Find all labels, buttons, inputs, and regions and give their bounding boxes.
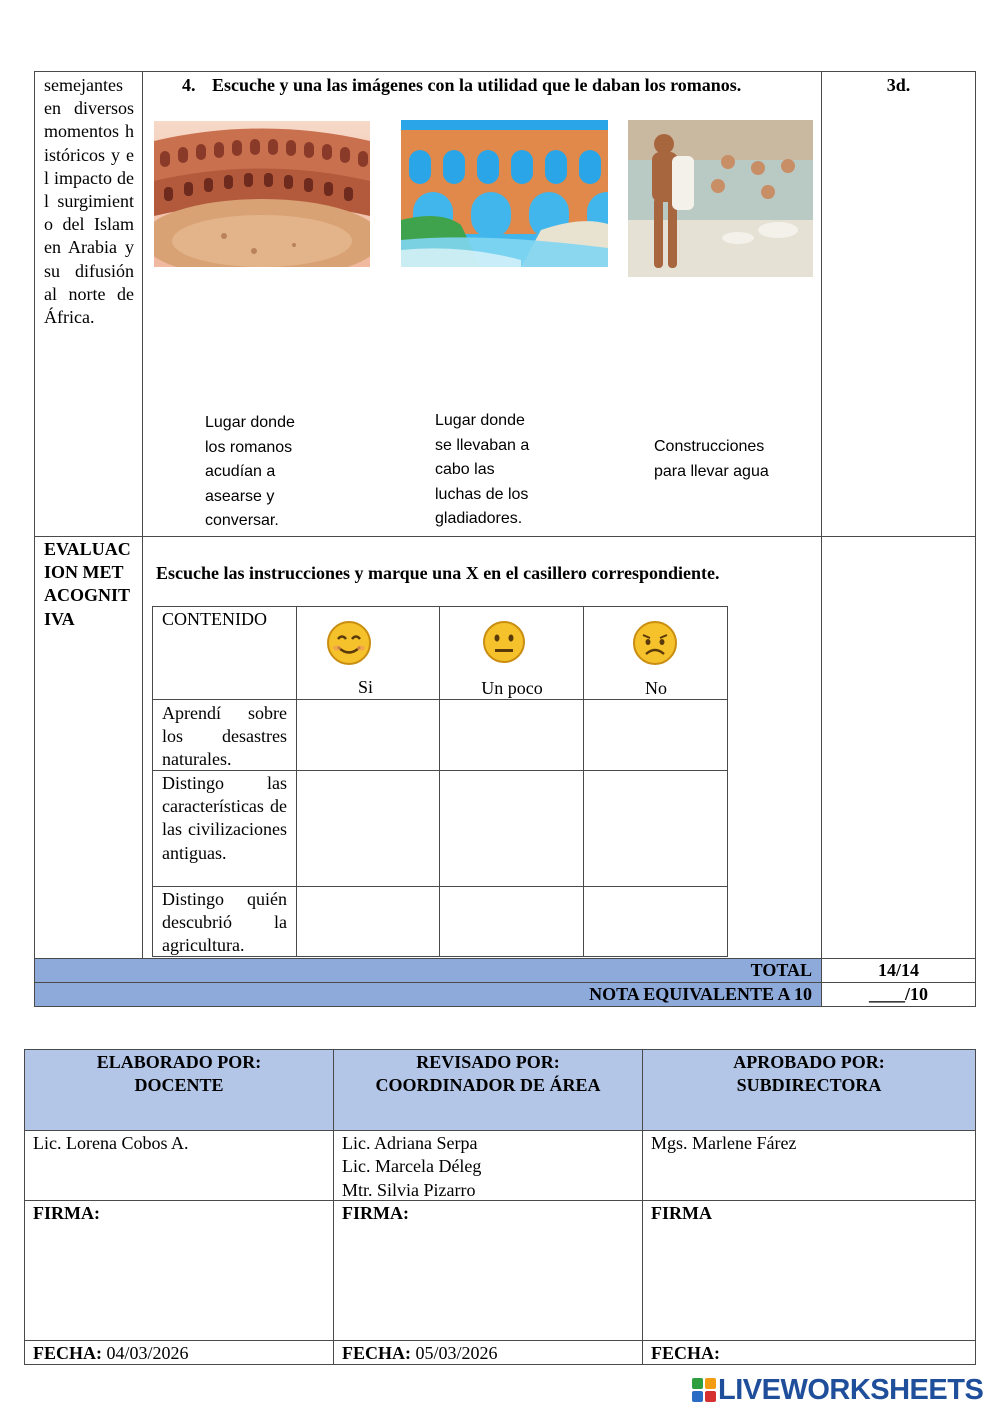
label-water[interactable]: Construcciones para llevar agua <box>654 438 769 480</box>
label-gladiators[interactable]: Lugar donde se llevaban a cabo las luchas de los gladiadores. <box>435 412 530 527</box>
firma-label-3: FIRMA <box>651 1203 712 1223</box>
aprobado-header: APROBADO POR: SUBDIRECTORA <box>733 1052 885 1095</box>
question-score: 3d. <box>886 75 911 95</box>
total-value: 14/14 <box>877 960 919 980</box>
row-3-content: Distingo quién descubrió la agricultura. <box>162 889 287 956</box>
section-label: EVALUACION METACOGNITIVA <box>44 539 131 629</box>
topic-text: semejantes en diversos momentos históricos y el impacto del surgimiento del Islam en Arabia y su difusión al norte de África. <box>44 75 134 328</box>
content-header: CONTENIDO <box>162 609 267 629</box>
answer-cell[interactable] <box>440 700 583 770</box>
question-prompt: Escuche y una las imágenes con la utilidad que le daban los romanos. <box>212 75 742 95</box>
liveworksheets-logo-icon <box>692 1378 716 1402</box>
aqueduct-image[interactable] <box>401 120 608 267</box>
yes-header: Si <box>358 677 374 697</box>
firma-label-2: FIRMA: <box>342 1203 409 1223</box>
row-1-content: Aprendí sobre los desastres naturales. <box>162 703 287 770</box>
answer-cell[interactable] <box>440 887 583 956</box>
answer-cell[interactable] <box>440 771 583 886</box>
some-header: Un poco <box>481 678 543 698</box>
answer-cell[interactable] <box>584 887 727 956</box>
row-2-content: Distingo las características de las civilizaciones antiguas. <box>162 773 287 863</box>
fecha-3: FECHA: <box>651 1343 720 1363</box>
colosseum-image[interactable] <box>154 121 370 267</box>
metacognitive-instruction: Escuche las instrucciones y marque una X en el casillero correspondiente. <box>156 563 720 583</box>
aprobado-name: Mgs. Marlene Fárez <box>651 1133 797 1153</box>
elaborado-header: ELABORADO POR: DOCENTE <box>96 1052 262 1095</box>
answer-cell[interactable] <box>297 887 439 956</box>
roman-baths-image[interactable] <box>628 120 813 277</box>
answer-cell[interactable] <box>584 771 727 886</box>
sad-face-icon <box>632 620 678 666</box>
question-number: 4. <box>182 75 196 95</box>
smiling-face-icon <box>326 620 372 666</box>
firma-label-1: FIRMA: <box>33 1203 100 1223</box>
fecha-2: FECHA: 05/03/2026 <box>342 1343 498 1363</box>
grade-label: NOTA EQUIVALENTE A 10 <box>589 984 812 1004</box>
answer-cell[interactable] <box>297 771 439 886</box>
revisado-header: REVISADO POR: COORDINADOR DE ÁREA <box>375 1052 601 1095</box>
no-header: No <box>645 678 667 698</box>
total-label: TOTAL <box>750 960 812 980</box>
liveworksheets-brand[interactable]: LIVEWORKSHEETS <box>718 1374 984 1406</box>
neutral-face-icon <box>482 620 526 664</box>
fecha-1: FECHA: 04/03/2026 <box>33 1343 189 1363</box>
answer-cell[interactable] <box>297 700 439 770</box>
grade-input[interactable]: ____/10 <box>868 984 928 1004</box>
elaborado-name: Lic. Lorena Cobos A. <box>33 1133 189 1153</box>
answer-cell[interactable] <box>584 700 727 770</box>
revisado-names: Lic. Adriana Serpa Lic. Marcela Déleg Mtr. Silvia Pizarro <box>342 1133 482 1200</box>
label-baths[interactable]: Lugar donde los romanos acudían a asearse y conversar. <box>205 414 295 529</box>
metacognitive-table <box>152 606 728 957</box>
